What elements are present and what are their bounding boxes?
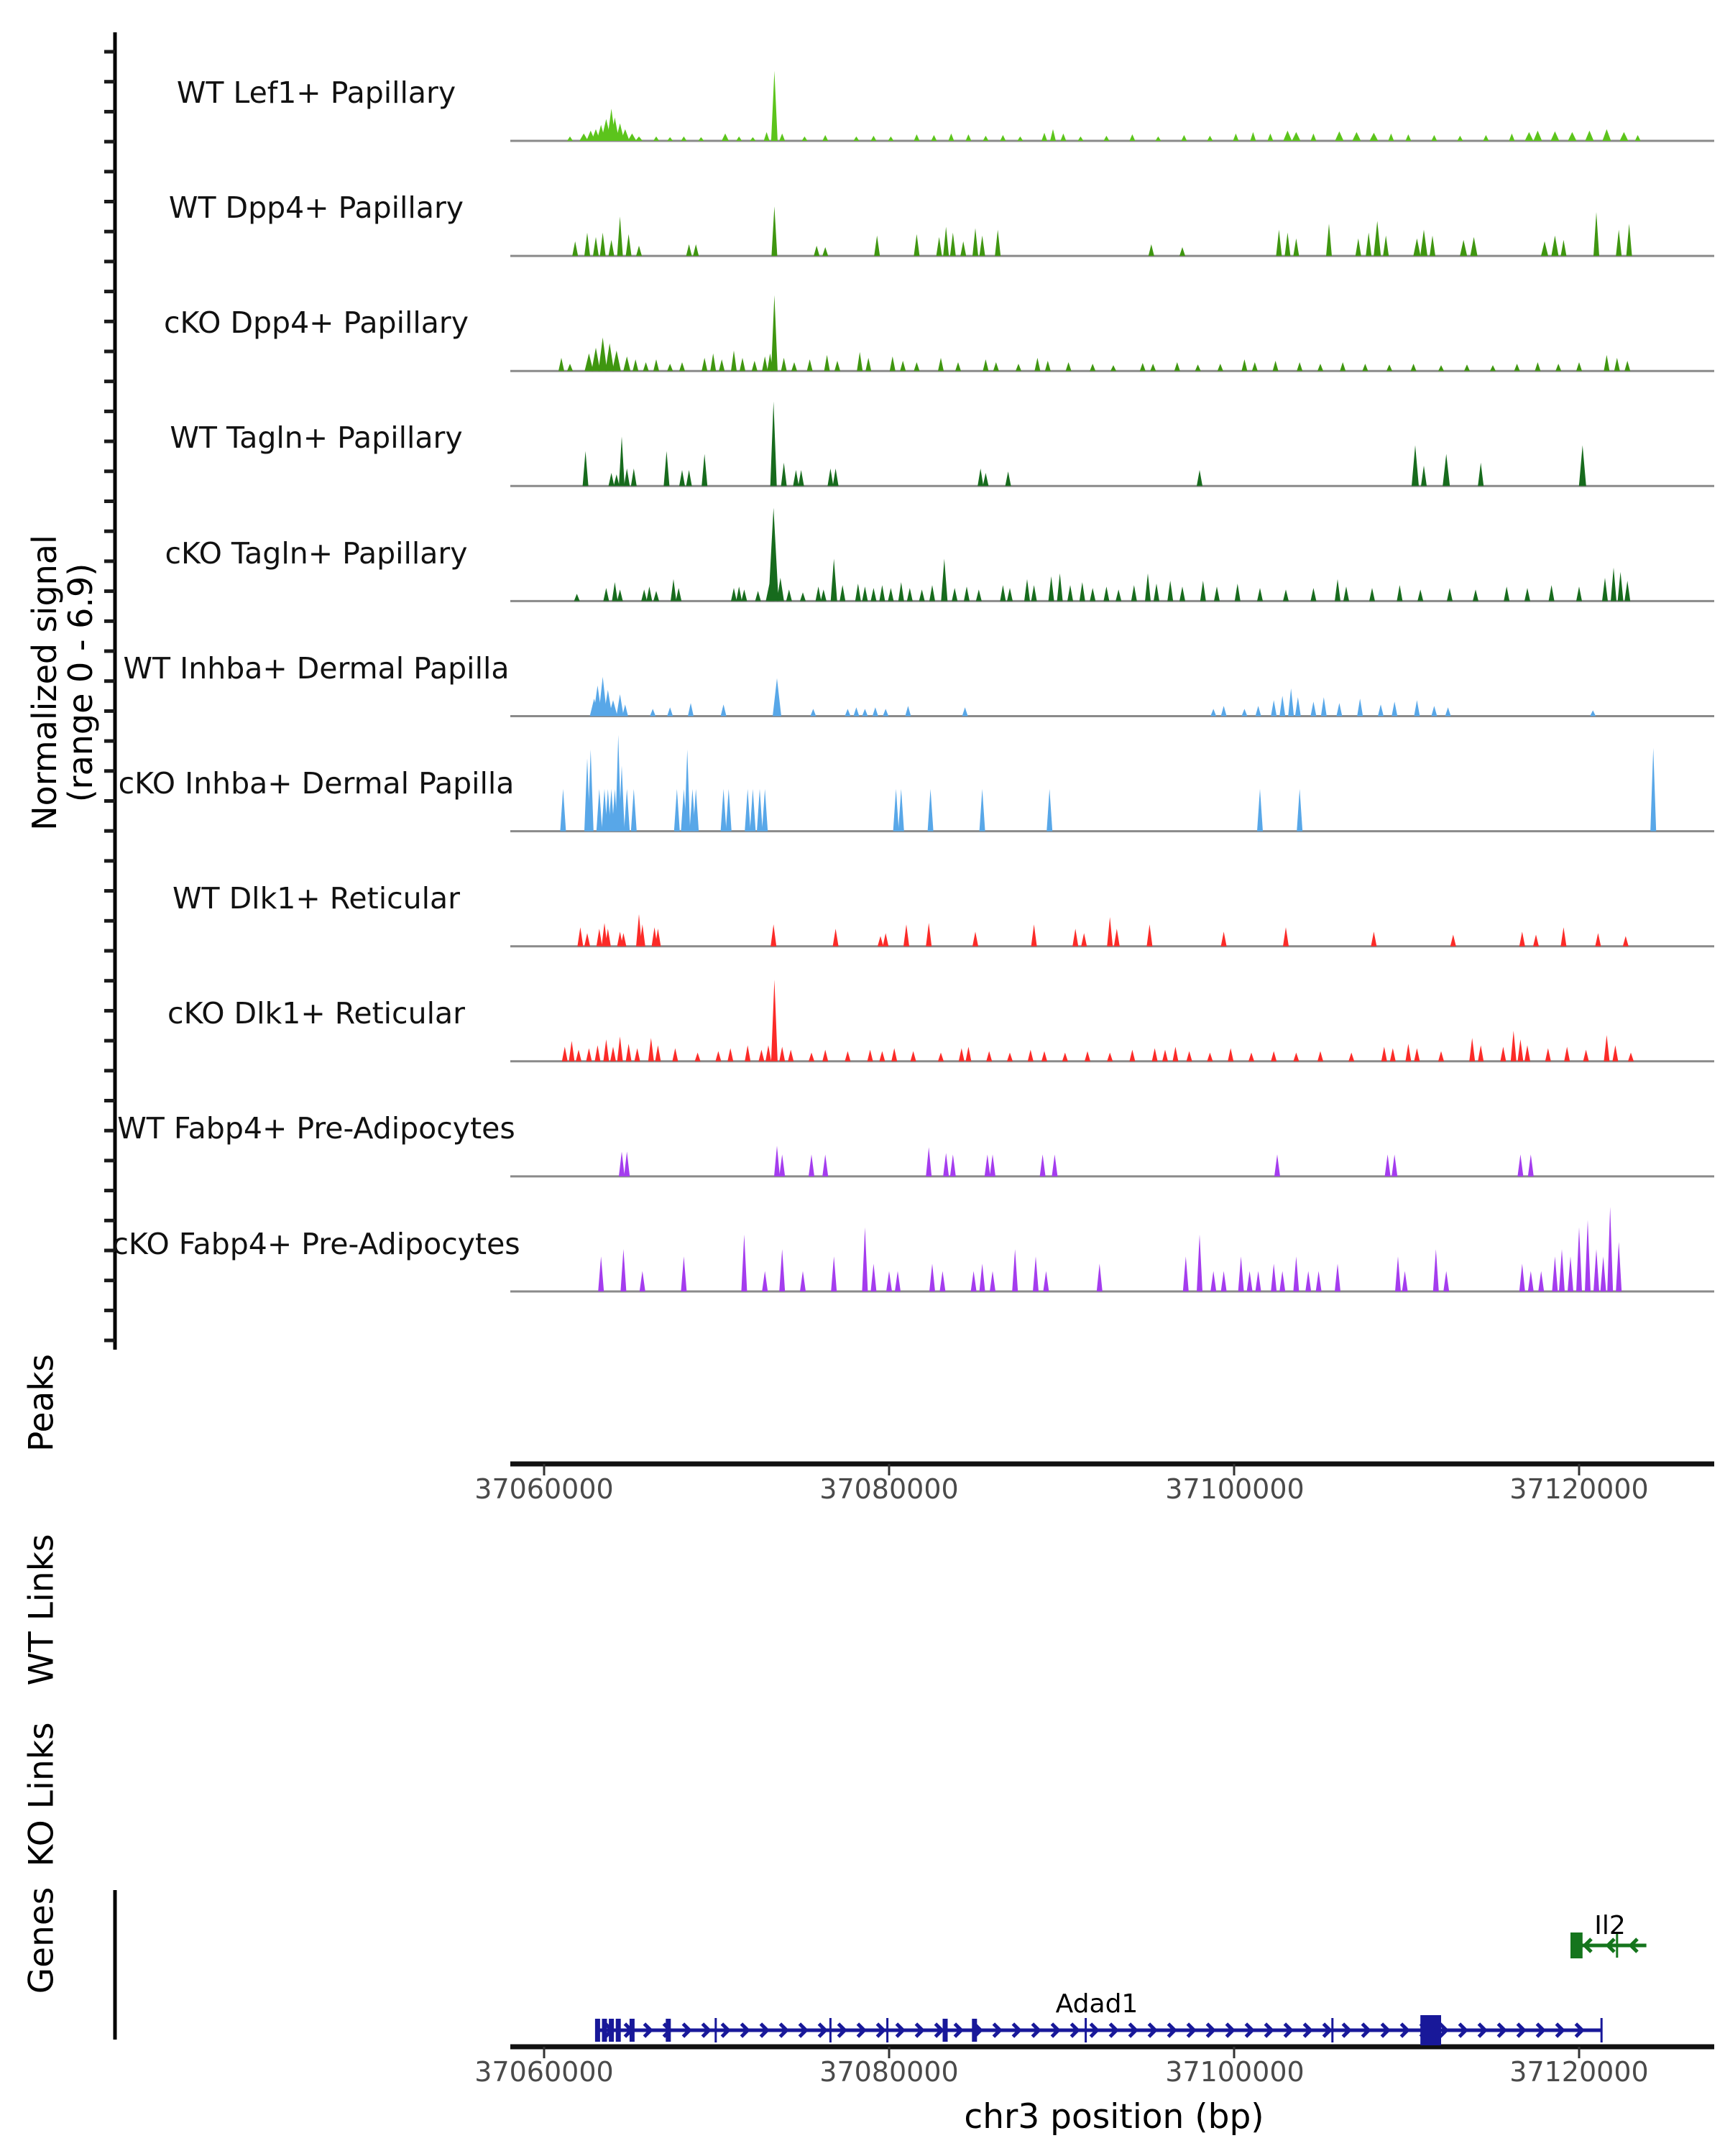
y-axis-label-line2: (range 0 - 6.9) — [61, 563, 100, 803]
bottom-axis-tick-37120000: 37120000 — [1509, 2056, 1649, 2088]
track-label-wt-dlk1: WT Dlk1+ Reticular — [172, 881, 461, 916]
track-label-cko-dpp4: cKO Dpp4+ Papillary — [163, 305, 469, 340]
gene-label-il2: Il2 — [1594, 1911, 1626, 1940]
peaks-axis-tick-37120000: 37120000 — [1509, 1473, 1649, 1505]
gene-label-adad1: Adad1 — [1055, 1989, 1138, 2019]
track-label-wt-fabp4: WT Fabp4+ Pre-Adipocytes — [117, 1111, 515, 1146]
bottom-axis-tick-37060000: 37060000 — [474, 2056, 614, 2088]
x-axis-title: chr3 position (bp) — [964, 2097, 1264, 2137]
section-label-peaks: Peaks — [22, 1353, 62, 1452]
track-label-cko-fabp4: cKO Fabp4+ Pre-Adipocytes — [112, 1227, 520, 1261]
track-label-wt-tagln: WT Tagln+ Papillary — [170, 420, 463, 455]
y-axis-label-line1: Normalized signal — [25, 535, 64, 831]
track-label-wt-lef1: WT Lef1+ Papillary — [176, 75, 456, 110]
peaks-axis-tick-37080000: 37080000 — [819, 1473, 959, 1505]
track-label-wt-dpp4: WT Dpp4+ Papillary — [168, 190, 464, 225]
bottom-axis-tick-37100000: 37100000 — [1165, 2056, 1305, 2088]
track-label-cko-inhba: cKO Inhba+ Dermal Papilla — [118, 766, 515, 801]
section-label-genes: Genes — [22, 1886, 62, 1994]
track-label-wt-inhba: WT Inhba+ Dermal Papilla — [123, 651, 510, 686]
section-label-wt-links: WT Links — [22, 1534, 62, 1686]
peaks-axis-tick-37060000: 37060000 — [474, 1473, 614, 1505]
track-label-cko-tagln: cKO Tagln+ Papillary — [165, 536, 468, 571]
bottom-axis-tick-37080000: 37080000 — [819, 2056, 959, 2088]
section-label-ko-links: KO Links — [22, 1722, 62, 1867]
peaks-axis-tick-37100000: 37100000 — [1165, 1473, 1305, 1505]
track-label-cko-dlk1: cKO Dlk1+ Reticular — [167, 996, 465, 1031]
